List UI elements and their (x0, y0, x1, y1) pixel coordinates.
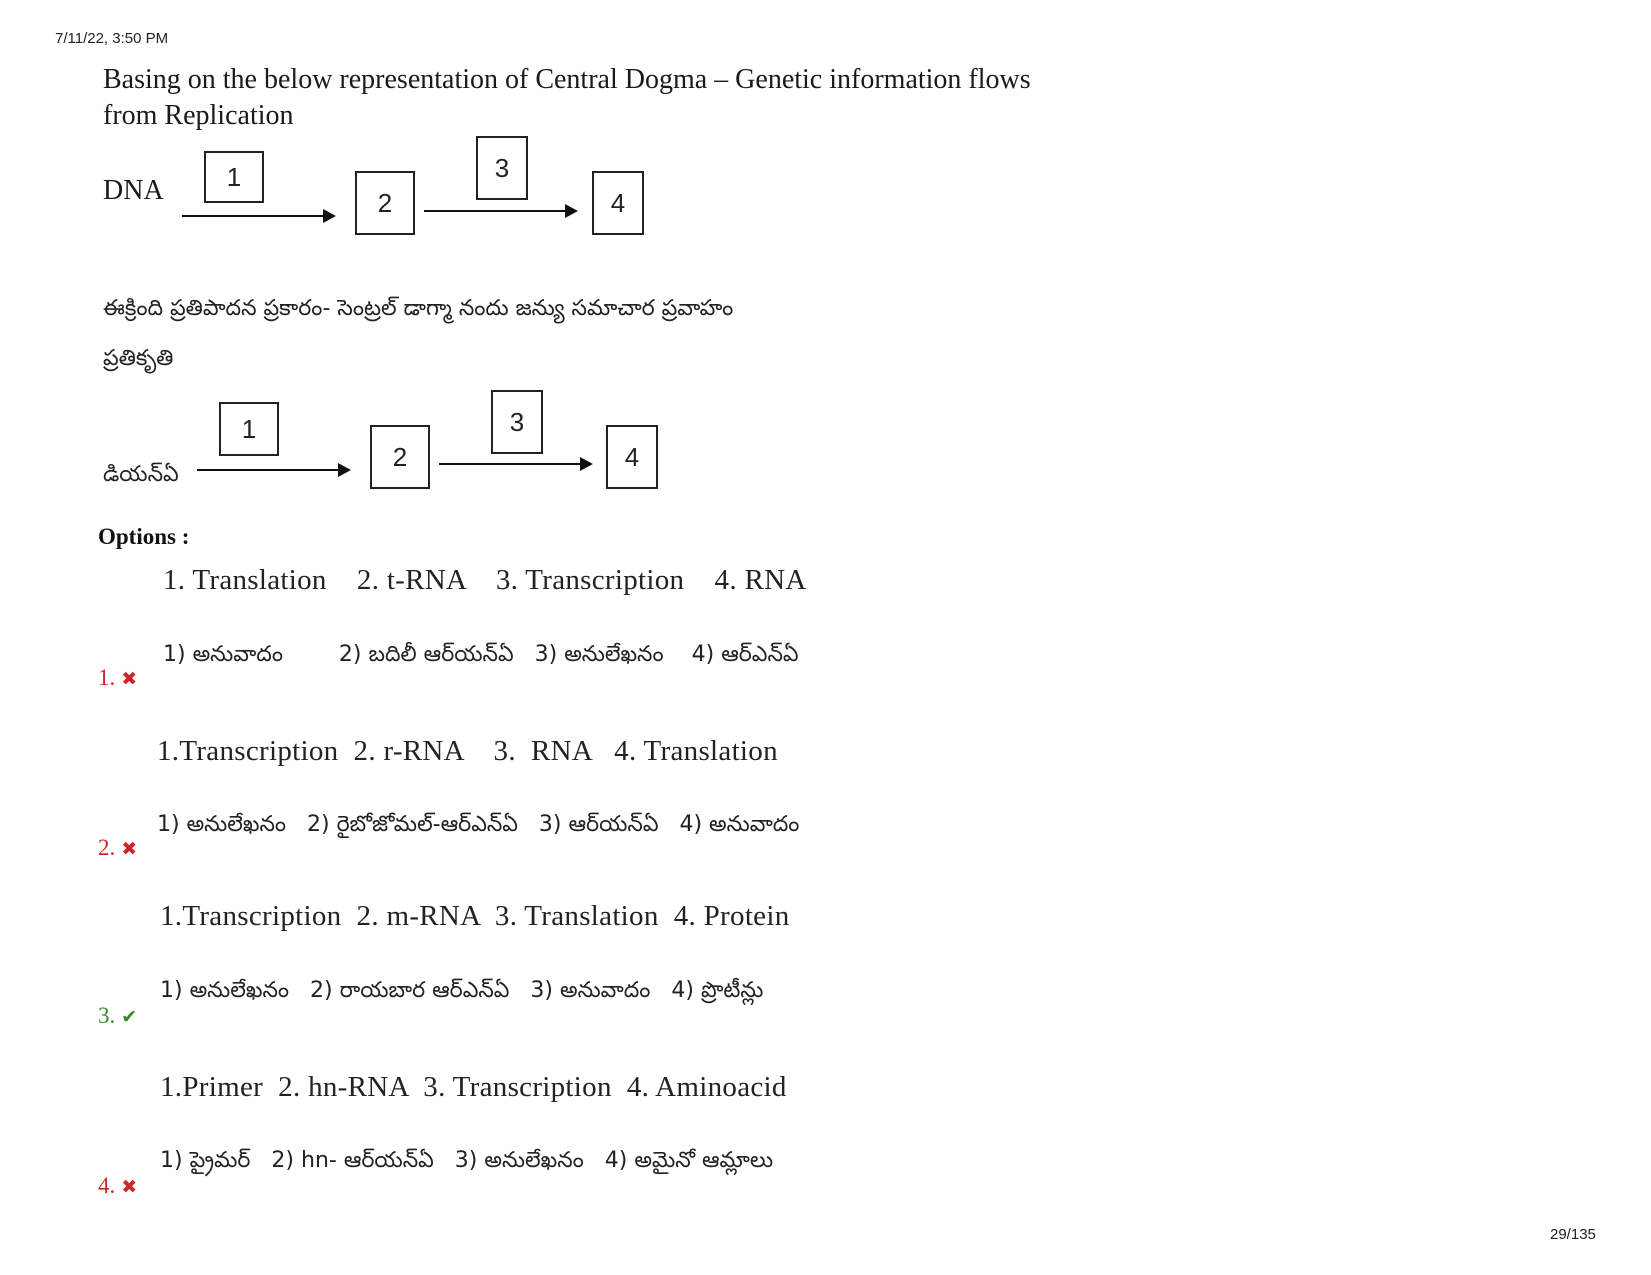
question-english-line-2: from Replication (103, 100, 294, 131)
options-heading: Options : (98, 524, 190, 549)
option-3-number: 3. (98, 1003, 116, 1028)
diagram-te-arrow-1 (197, 469, 349, 471)
option-1-english: 1. Translation 2. t-RNA 3. Transcription 4. RNA (163, 564, 807, 596)
diagram-te-start-label: డియన్ఏ (103, 462, 179, 487)
diagram-te-box-4: 4 (606, 425, 658, 489)
option-3-telugu: 1) అనులేఖనం 2) రాయబార ఆర్ఎన్ఏ 3) అనువాదం 4) ప్రొటీన్లు (160, 978, 764, 1003)
cross-icon: ✖ (121, 1176, 138, 1198)
option-2-marker (98, 835, 137, 861)
page-number: 29/135 (1550, 1226, 1596, 1243)
question-english (103, 62, 1203, 134)
diagram-te-box-1: 1 (219, 402, 279, 456)
option-2-number: 2. (98, 835, 116, 860)
diagram-te-arrow-2 (439, 463, 591, 465)
diagram-box-1: 1 (204, 151, 264, 203)
print-timestamp: 7/11/22, 3:50 PM (55, 30, 169, 47)
option-4-number: 4. (98, 1173, 116, 1198)
question-telugu-line-2: ప్రతికృతి (103, 346, 174, 371)
check-icon: ✔ (121, 1006, 138, 1028)
option-4-english: 1.Primer 2. hn-RNA 3. Transcription 4. Aminoacid (160, 1071, 787, 1103)
cross-icon: ✖ (121, 838, 138, 860)
option-3-english: 1.Transcription 2. m-RNA 3. Translation 4. Protein (160, 900, 790, 932)
diagram-box-2: 2 (355, 171, 415, 235)
diagram-start-label: DNA (103, 175, 164, 206)
option-4-marker (98, 1173, 137, 1199)
option-1-telugu: 1) అనువాదం 2) బదిలీ ఆర్‌యన్‌ఏ 3) అనులేఖనం 4) ఆర్ఎన్ఏ (163, 642, 799, 667)
diagram-arrow-2 (424, 210, 576, 212)
diagram-te-box-2: 2 (370, 425, 430, 489)
diagram-box-4: 4 (592, 171, 644, 235)
option-2-telugu: 1) అనులేఖనం 2) రైబోజోమల్-ఆర్ఎన్ఏ 3) ఆర్‌యన్ఏ 4) అనువాదం (157, 812, 800, 837)
option-2-english: 1.Transcription 2. r-RNA 3. RNA 4. Translation (157, 735, 778, 767)
option-4-telugu: 1) ప్రైమర్ 2) hn- ఆర్‌యన్ఏ 3) అనులేఖనం 4) అమైనో ఆమ్లాలు (160, 1148, 774, 1173)
question-telugu-line-1: ఈక్రింది ప్రతిపాదన ప్రకారం- సెంట్రల్ డాగ్మా నందు జన్యు సమాచార ప్రవాహం (103, 296, 734, 321)
option-3-marker (98, 1003, 137, 1029)
option-1-number: 1. (98, 665, 116, 690)
cross-icon: ✖ (121, 668, 138, 690)
diagram-arrow-1 (182, 215, 334, 217)
question-english-line-1: Basing on the below representation of Central Dogma – Genetic information flows (103, 64, 1031, 95)
diagram-te-box-3: 3 (491, 390, 543, 454)
diagram-box-3: 3 (476, 136, 528, 200)
option-1-marker (98, 665, 137, 691)
